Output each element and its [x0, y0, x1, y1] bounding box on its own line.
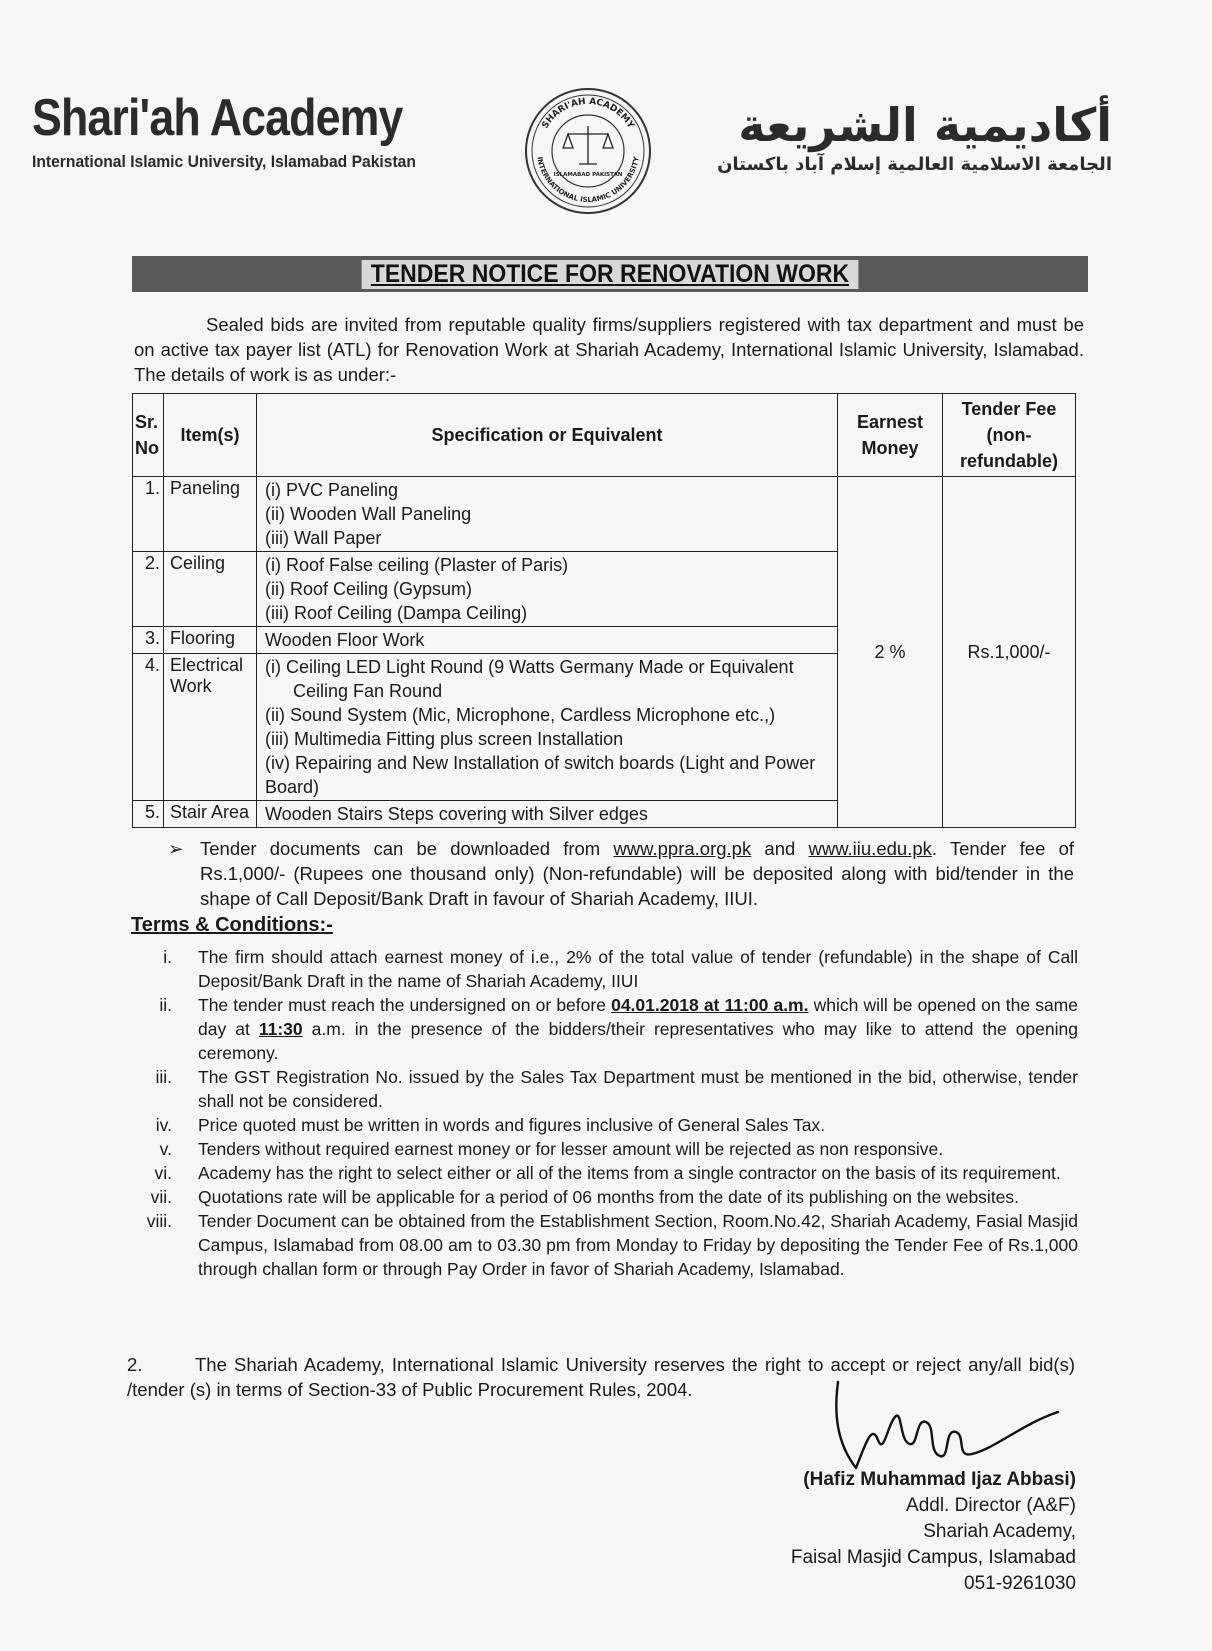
term-number: iv. — [155, 1115, 172, 1135]
note-text: and — [751, 838, 809, 859]
ppra-link[interactable]: www.ppra.org.pk — [613, 838, 752, 859]
signatory-designation: Addl. Director (A&F) — [906, 1495, 1076, 1516]
cell-spec — [257, 654, 838, 801]
svg-text:INTERNATIONAL ISLAMIC UNIVERSI: INTERNATIONAL ISLAMIC UNIVERSITY — [535, 156, 641, 205]
term-text: The GST Registration No. issued by the Sales Tax Department must be mentioned in the bid, otherwise, tender shall not be considered. — [198, 1067, 1078, 1111]
title-bar — [132, 256, 1088, 292]
spec-line: Wooden Stairs Steps covering with Silver edges — [265, 804, 648, 824]
list-item — [132, 945, 1078, 993]
list-item — [132, 1209, 1078, 1281]
col-header-item: Item(s) — [164, 394, 257, 477]
cell-item: Stair Area — [164, 801, 257, 828]
spec-line: (i) PVC Paneling — [265, 480, 399, 500]
spec-line: Wooden Floor Work — [265, 630, 425, 650]
list-item — [132, 1161, 1078, 1185]
cell-sr: 2. — [133, 552, 164, 627]
cell-tender-fee: Rs.1,000/- — [943, 477, 1076, 828]
spec-line: (iv) Repairing and New Installation of switch boards (Light and Power Board) — [265, 753, 816, 797]
intro-paragraph — [134, 312, 1084, 387]
term-number: i. — [163, 947, 172, 967]
cell-spec — [257, 552, 838, 627]
header-right — [717, 98, 1112, 175]
terms-heading: Terms & Conditions:- — [131, 914, 333, 936]
spec-line: (ii) Wooden Wall Paneling — [265, 504, 472, 524]
term-text: Price quoted must be written in words and figures inclusive of General Sales Tax. — [198, 1115, 826, 1135]
term-text: Tender Document can be obtained from the Establishment Section, Room.No.42, Shariah Academy, Fasial Masjid Campus, Islamabad from 08.00 am to 03.30 pm from Monday to Friday by depositing the Tender Fee of Rs.1,000 through challan form or through Pay Order in favor of Shariah Academy, Islamabad. — [198, 1211, 1078, 1279]
signatory-phone: 051-9261030 — [964, 1573, 1076, 1594]
list-item — [132, 1065, 1078, 1113]
table-header-row — [133, 394, 1076, 477]
cell-spec — [257, 627, 838, 654]
deadline-date: 04.01.2018 at 11:00 a.m. — [611, 995, 809, 1015]
cell-spec — [257, 477, 838, 552]
handwritten-signature — [826, 1372, 1066, 1482]
closing-text: The Shariah Academy, International Islamic University reserves the right to accept or reject any/all bid(s) /tender (s) in terms of Section-33 of Public Procurement Rules, 2004. — [127, 1354, 1075, 1400]
term-text: a.m. in the presence of the bidders/their representatives who may like to attend the opening ceremony. — [198, 1019, 1078, 1063]
spec-line: (i) Ceiling LED Light Round (9 Watts Germany Made or Equivalent — [265, 657, 794, 677]
spec-line: (iii) Multimedia Fitting plus screen Installation — [265, 729, 624, 749]
signatory-organization: Shariah Academy, — [923, 1521, 1076, 1542]
col-header-earnest: Earnest Money — [838, 394, 943, 477]
spec-line: (iii) Roof Ceiling (Dampa Ceiling) — [265, 603, 528, 623]
list-item — [132, 1137, 1078, 1161]
term-text: Quotations rate will be applicable for a period of 06 months from the date of its publishing on the websites. — [198, 1187, 1020, 1207]
spec-line: (ii) Sound System (Mic, Microphone, Cardless Microphone etc.,) — [265, 705, 776, 725]
term-number: viii. — [146, 1211, 172, 1231]
cell-sr: 1. — [133, 477, 164, 552]
cell-sr: 5. — [133, 801, 164, 828]
term-number: ii. — [159, 995, 172, 1015]
cell-sr: 4. — [133, 654, 164, 801]
term-text: The tender must reach the undersigned on or before — [198, 995, 612, 1015]
cell-item: Ceiling — [164, 552, 257, 627]
academy-seal-logo — [523, 86, 653, 216]
term-text: Tenders without required earnest money or for lesser amount will be rejected as non responsive. — [198, 1139, 944, 1159]
signatory-name: (Hafiz Muhammad Ijaz Abbasi) — [803, 1469, 1076, 1490]
spec-line: (i) Roof False ceiling (Plaster of Paris) — [265, 555, 569, 575]
cell-item: Flooring — [164, 627, 257, 654]
svg-text:SHARI'AH ACADEMY: SHARI'AH ACADEMY — [540, 96, 636, 131]
work-details-table — [132, 393, 1076, 828]
brand-english-subtitle: International Islamic University, Islamabad Pakistan — [32, 152, 416, 171]
page-title: TENDER NOTICE FOR RENOVATION WORK — [362, 260, 859, 289]
opening-time: 11:30 — [258, 1019, 303, 1039]
seal-center-text: ISLAMABAD PAKISTAN — [553, 172, 623, 178]
note-text: Tender documents can be downloaded from — [200, 838, 614, 859]
cell-earnest-money: 2 % — [838, 477, 943, 828]
spec-line: (ii) Roof Ceiling (Gypsum) — [265, 579, 473, 599]
list-item — [132, 993, 1078, 1065]
header-left — [32, 88, 463, 172]
cell-item: Electrical Work — [164, 654, 257, 801]
term-number: v. — [159, 1139, 172, 1159]
list-item — [132, 1185, 1078, 1209]
signatory-block — [791, 1467, 1076, 1597]
term-text: Academy has the right to select either or all of the items from a single contractor on the basis of its requirement. — [198, 1163, 1061, 1183]
cell-spec — [257, 801, 838, 828]
spec-line: Ceiling Fan Round — [293, 681, 443, 701]
brand-arabic-subtitle: الجامعة الاسلامية العالمية إسلام آباد باكستان — [717, 154, 1112, 175]
term-number: iii. — [155, 1067, 172, 1087]
col-header-sr: Sr. No — [133, 394, 164, 477]
arrow-bullet-icon: ➢ — [168, 838, 184, 859]
term-text: which will be opened on the same day at — [198, 995, 1078, 1039]
cell-sr: 3. — [133, 627, 164, 654]
closing-number: 2. — [127, 1354, 143, 1375]
term-number: vi. — [154, 1163, 172, 1183]
signatory-address: Faisal Masjid Campus, Islamabad — [790, 1547, 1076, 1568]
note-text: . Tender fee of Rs.1,000/- (Rupees one thousand only) (Non-refundable) will be deposited along with bid/tender in the shape of Call Deposit/Bank Draft in favour of Shariah Academy, IIUI. — [200, 838, 1074, 909]
list-item — [132, 1113, 1078, 1137]
terms-list — [132, 945, 1078, 1281]
scales-of-justice-icon — [563, 126, 613, 164]
cell-item: Paneling — [164, 477, 257, 552]
term-number: vii. — [150, 1187, 172, 1207]
table-row — [133, 477, 1076, 552]
col-header-spec: Specification or Equivalent — [257, 394, 838, 477]
spec-line: (iii) Wall Paper — [265, 528, 382, 548]
term-text: The firm should attach earnest money of i.e., 2% of the total value of tender (refundable) in the shape of Call Deposit/Bank Draft in the name of Shariah Academy, IIUI — [198, 947, 1078, 991]
brand-english: Shari'ah Academy — [32, 89, 403, 147]
brand-arabic: أكاديمية الشريعة — [738, 98, 1112, 152]
intro-text: Sealed bids are invited from reputable quality firms/suppliers registered with tax department and must be on active tax payer list (ATL) for Renovation Work at Shariah Academy, International Islamic University, Islamabad. The details of work is as under:- — [134, 314, 1084, 385]
download-note — [170, 836, 1074, 911]
col-header-fee: Tender Fee (non-refundable) — [943, 394, 1076, 477]
iiu-link[interactable]: www.iiu.edu.pk — [808, 838, 932, 859]
